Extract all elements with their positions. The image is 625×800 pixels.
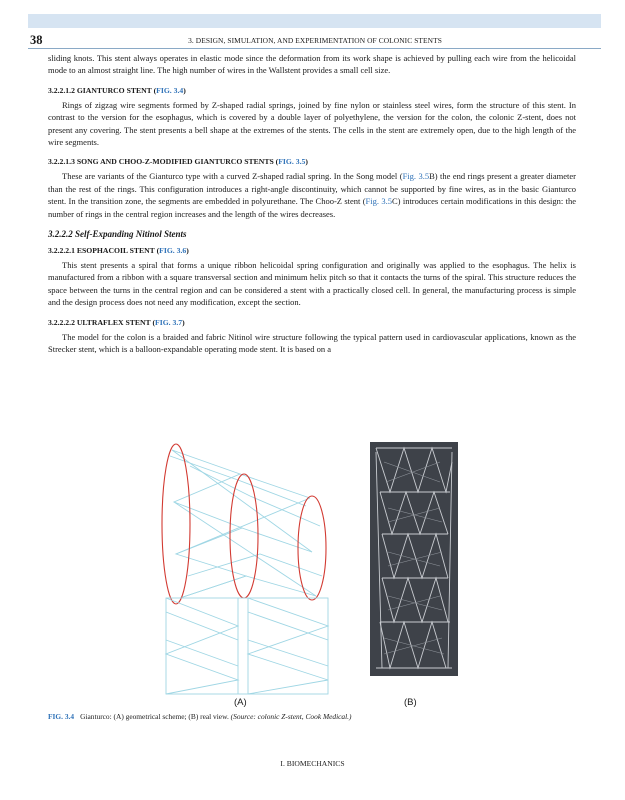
paragraph-gianturco: Rings of zigzag wire segments formed by Z-shaped radial springs, joined by fine nylon or stainless steel wires, form the structure of this stent. In contrast to the version for the esophagus, which is covered by a double layer of polyethylene, the version for the colon, the colonic Z-stent, does not present any covering. The stent presents a bell shape at the extremes of the stents. The cells in the stent are extremely open, due to the high length of the wire segments. <box>48 99 576 148</box>
paragraph-ultraflex: The model for the colon is a braided and fabric Nitinol wire structure following the typical pattern used in cardiovascular applications, known as the Strecker stent, which is a balloon-expandable operating mode stent. It is based on a <box>48 331 576 355</box>
header-rule <box>28 48 601 49</box>
heading-esophacoil: 3.2.2.2.1 ESOPHACOIL STENT (FIG. 3.6) <box>48 246 189 256</box>
running-head: 3. DESIGN, SIMULATION, AND EXPERIMENTATION OF COLONIC STENTS <box>188 36 442 45</box>
page-footer: I. BIOMECHANICS <box>280 759 345 768</box>
caption-figure-number: FIG. 3.4 <box>48 712 75 721</box>
caption-text: Gianturco: (A) geometrical scheme; (B) real view. <box>80 712 229 721</box>
figure-label-b: (B) <box>404 697 417 708</box>
fig-3-7-link[interactable]: FIG. 3.7 <box>155 317 183 327</box>
fig-3-5-inline-link[interactable]: Fig. 3.5 <box>402 171 430 182</box>
top-band <box>28 14 601 28</box>
caption-source: (Source: colonic Z-stent, Cook Medical.) <box>230 712 352 721</box>
heading-ultraflex: 3.2.2.2.2 ULTRAFLEX STENT (FIG. 3.7) <box>48 317 185 327</box>
paragraph-esophacoil: This stent presents a spiral that forms a unique ribbon helicoidal spring configuration and originally was applied to the esophagus. The helix is manufactured from a ribbon with a square transversal section and minimum helix pitch so that it contacts the turns of the spiral. This structure reduces the space between the turns in the central region and can be considered a stent with a practically closed cell. In general, the manufacturing process is simple and the design process does not need any modification, except the section. <box>48 260 576 308</box>
figure-caption <box>48 712 351 721</box>
paragraph-intro: sliding knots. This stent always operates in elastic mode since the deformation from its work shape is achieved by pulling each wire from the helicoidal mode to an almost straight line. The high number of wires in the Wallstent provides a small cell size. <box>48 53 576 76</box>
fig-3-4-link[interactable]: FIG. 3.4 <box>156 85 184 95</box>
paragraph-song: These are variants of the Gianturco type with a curved Z-shaped radial spring. In the Song model (Fig. 3.5B) the end rings present a greater diameter than the rest of the rings. This configuration introduces a right-angle discontinuity, which cannot be supported by fine wires, as in the basic Gianturco stent. In the transition zone, the segments are embedded in polyurethane. The Choo-Z stent (Fig. 3.5C) introduces certain modifications in this design: the number of rings in the central region increases and the length of the wires decreases. <box>48 171 576 219</box>
heading-nitinol: 3.2.2.2 Self-Expanding Nitinol Stents <box>48 229 187 240</box>
figure-b-photo <box>370 442 458 676</box>
figure-a-scheme <box>150 436 350 696</box>
fig-3-5-inline-link-2[interactable]: Fig. 3.5 <box>365 196 392 207</box>
fig-3-6-link[interactable]: FIG. 3.6 <box>159 246 187 256</box>
page-number: 38 <box>30 33 43 47</box>
heading-song: 3.2.2.1.3 SONG AND CHOO-Z-MODIFIED GIANTURCO STENTS (FIG. 3.5) <box>48 157 308 167</box>
heading-gianturco: 3.2.2.1.2 GIANTURCO STENT (FIG. 3.4) <box>48 85 186 95</box>
fig-3-5-link[interactable]: FIG. 3.5 <box>278 157 306 167</box>
figure-label-a: (A) <box>234 697 247 708</box>
text-column-top <box>48 52 576 356</box>
